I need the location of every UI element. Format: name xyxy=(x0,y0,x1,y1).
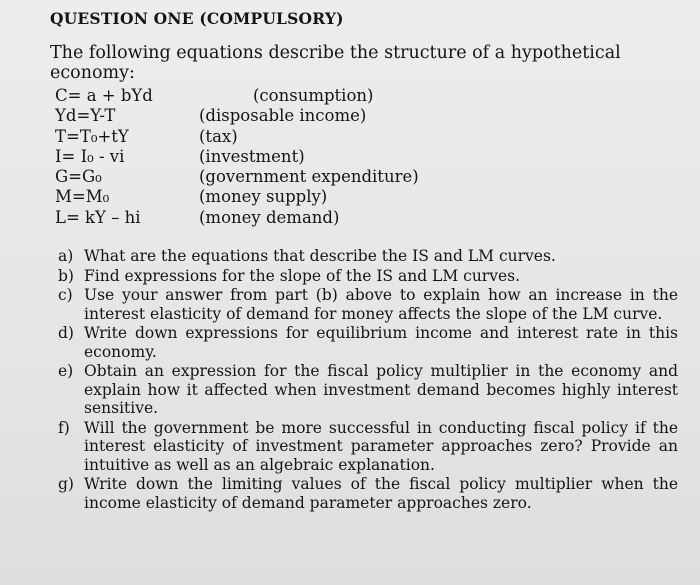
equation-label: (money supply) xyxy=(199,187,328,207)
question-heading: QUESTION ONE (COMPULSORY) xyxy=(50,9,344,28)
question-text: Use your answer from part (b) above to explain how an increase in the interest elasticity of demand for money affects the slope of the LM curve. xyxy=(84,286,678,323)
question-letter: f) xyxy=(58,418,70,437)
questions-list xyxy=(58,247,678,513)
question-text: What are the equations that describe the IS and LM curves. xyxy=(84,247,556,265)
equation-formula: L= kY – hi xyxy=(55,207,141,227)
question-letter: d) xyxy=(58,324,74,342)
question-item-a xyxy=(58,247,678,266)
question-item-f xyxy=(58,419,678,475)
intro-text: The following equations describe the structure of a hypothetical economy: xyxy=(50,43,621,83)
equation-formula: G=G₀ xyxy=(55,167,102,187)
question-item-d xyxy=(58,324,678,361)
question-item-e xyxy=(58,362,678,418)
question-text: Write down the limiting values of the fiscal policy multiplier when the income elasticity of demand parameter approaches zero. xyxy=(84,475,678,512)
equation-label: (investment) xyxy=(199,146,305,166)
equation-formula: Yd=Y-T xyxy=(55,106,116,126)
question-letter: c) xyxy=(58,286,73,304)
equation-label: (tax) xyxy=(199,126,238,146)
question-letter: g) xyxy=(58,475,74,493)
question-text: Obtain an expression for the fiscal policy multiplier in the economy and explain how it affected when investment demand becomes highly interest sensitive. xyxy=(84,362,678,417)
equation-formula: I= I₀ - vi xyxy=(55,146,125,166)
equation-label: (government expenditure) xyxy=(199,167,419,187)
question-text: Will the government be more successful in conducting fiscal policy if the interest elasticity of investment parameter approaches zero? Provide an intuitive as well as an algebraic explanation. xyxy=(84,418,678,474)
question-item-c xyxy=(58,286,678,323)
equation-label: (disposable income) xyxy=(199,106,367,126)
equation-formula: T=T₀+tY xyxy=(55,126,129,146)
equation-formula: M=M₀ xyxy=(55,187,110,207)
question-letter: b) xyxy=(58,266,74,285)
question-text: Find expressions for the slope of the IS and LM curves. xyxy=(84,266,521,285)
equation-formula: C= a + bYd xyxy=(55,86,153,105)
question-item-g xyxy=(58,475,678,512)
question-text: Write down expressions for equilibrium income and interest rate in this economy. xyxy=(84,324,678,361)
question-item-b xyxy=(58,267,678,286)
equation-label: (money demand) xyxy=(199,207,340,227)
equation-label: (consumption) xyxy=(253,86,374,105)
question-letter: e) xyxy=(58,362,74,380)
question-letter: a) xyxy=(58,247,74,265)
